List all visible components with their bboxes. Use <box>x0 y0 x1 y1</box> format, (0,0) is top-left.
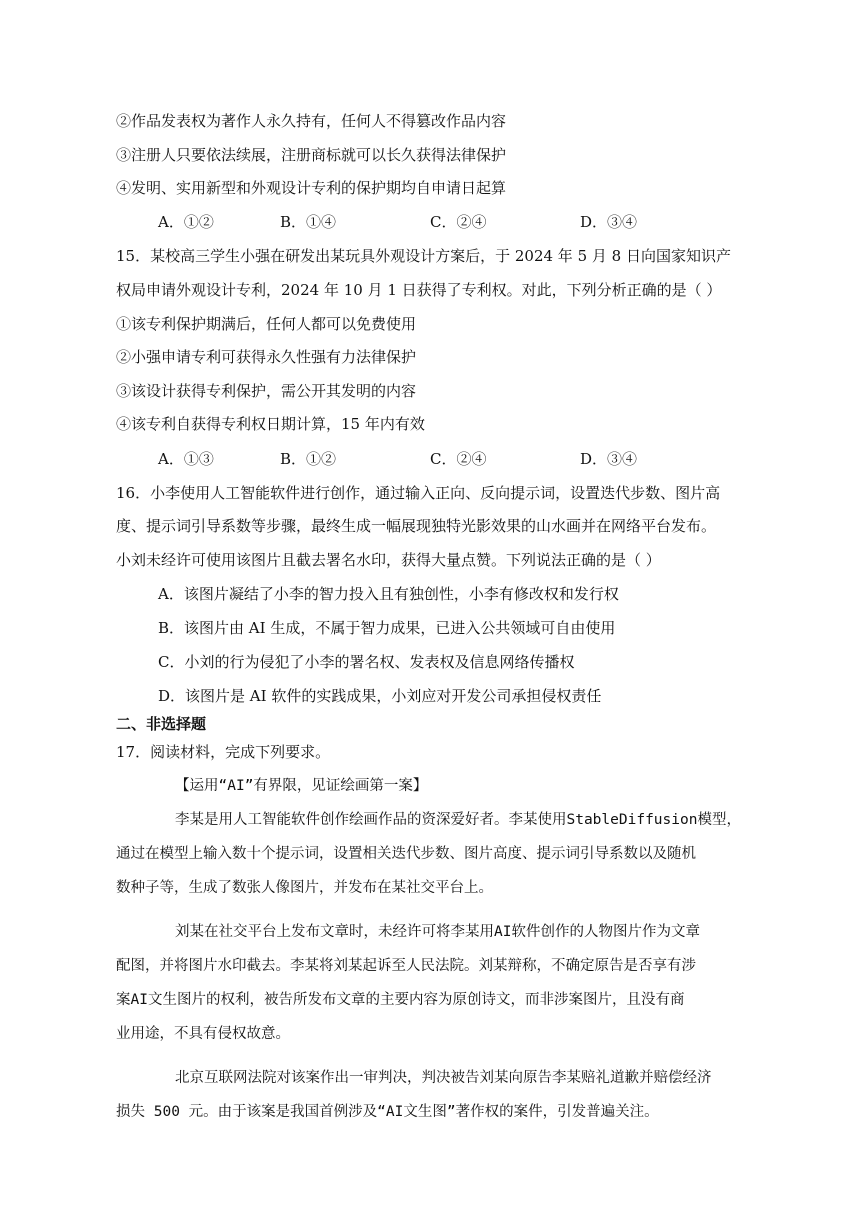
q17-p2-line-2: 配图，并将图片水印截去。李某将刘某起诉至人民法院。刘某辩称，不确定原告是否享有涉 <box>116 958 696 974</box>
q17-p1-line-1: 李某是用人工智能软件创作绘画作品的资深爱好者。李某使用StableDiffusion模型， <box>175 812 741 828</box>
q15-stem-line-1: 15．某校高三学生小强在研发出某玩具外观设计方案后，于 2024 年 5 月 8 日向国家知识产 <box>116 247 731 265</box>
q15-option-a: A．①③ <box>158 450 214 468</box>
q15-item-4: ④该专利自获得专利权日期计算，15 年内有效 <box>116 415 425 433</box>
q15-item-2: ②小强申请专利可获得永久性强有力法律保护 <box>116 348 417 366</box>
q15-item-1: ①该专利保护期满后，任何人都可以免费使用 <box>116 315 417 333</box>
q16-option-b: B．该图片由 AI 生成，不属于智力成果，已进入公共领域可自由使用 <box>158 619 616 637</box>
q15-item-3: ③该设计获得专利保护，需公开其发明的内容 <box>116 382 417 400</box>
q16-option-d: D．该图片是 AI 软件的实践成果，小刘应对开发公司承担侵权责任 <box>158 687 602 705</box>
q17-p1-line-3: 数种子等，生成了数张人像图片，并发布在某社交平台上。 <box>116 880 493 896</box>
q14-item-2: ②作品发表权为著作人永久持有，任何人不得篡改作品内容 <box>116 112 507 130</box>
q16-stem-line-3: 小刘未经许可使用该图片且截去署名水印，获得大量点赞。下列说法正确的是（ ） <box>116 551 661 569</box>
section-2-heading: 二、非选择题 <box>116 715 207 733</box>
q17-p3-line-1: 北京互联网法院对该案作出一审判决，判决被告刘某向原告李某赔礼道歉并赔偿经济 <box>175 1070 712 1086</box>
q17-p2-line-3: 案AI文生图片的权利，被告所发布文章的主要内容为原创诗文，而非涉案图片，且没有商 <box>116 992 685 1008</box>
q14-item-3: ③注册人只要依法续展，注册商标就可以长久获得法律保护 <box>116 146 507 164</box>
q14-option-a: A．①② <box>158 213 214 231</box>
q17-p2-line-4: 业用途，不具有侵权故意。 <box>116 1026 290 1042</box>
q14-option-c: C．②④ <box>430 213 487 231</box>
q15-option-c: C．②④ <box>430 450 487 468</box>
q16-stem-line-1: 16．小李使用人工智能软件进行创作，通过输入正向、反向提示词，设置迭代步数、图片高 <box>116 484 721 502</box>
q17-p3-line-2: 损失 500 元。由于该案是我国首例涉及“AI文生图”著作权的案件，引发普遍关注。 <box>116 1104 659 1120</box>
q17-p2-line-1: 刘某在社交平台上发布文章时，未经许可将李某用AI软件创作的人物图片作为文章 <box>175 924 700 940</box>
q17-material-title: 【运用“AI”有界限，见证绘画第一案】 <box>175 778 428 794</box>
q14-option-b: B．①④ <box>280 213 337 231</box>
q17-p1-line-2: 通过在模型上输入数十个提示词，设置相关迭代步数、图片高度、提示词引导系数以及随机 <box>116 846 696 862</box>
q16-option-c: C．小刘的行为侵犯了小李的署名权、发表权及信息网络传播权 <box>158 653 575 671</box>
q15-stem-line-2: 权局申请外观设计专利，2024 年 10 月 1 日获得了专利权。对此，下列分析正确的是（ ） <box>116 281 722 299</box>
q17-stem: 17．阅读材料，完成下列要求。 <box>116 743 331 761</box>
q15-option-d: D．③④ <box>580 450 638 468</box>
q15-option-b: B．①② <box>280 450 337 468</box>
q16-option-a: A．该图片凝结了小李的智力投入且有独创性，小李有修改权和发行权 <box>158 585 619 603</box>
q16-stem-line-2: 度、提示词引导系数等步骤，最终生成一幅展现独特光影效果的山水画并在网络平台发布。 <box>116 517 717 535</box>
q14-item-4: ④发明、实用新型和外观设计专利的保护期均自申请日起算 <box>116 179 507 197</box>
q14-option-d: D．③④ <box>580 213 638 231</box>
